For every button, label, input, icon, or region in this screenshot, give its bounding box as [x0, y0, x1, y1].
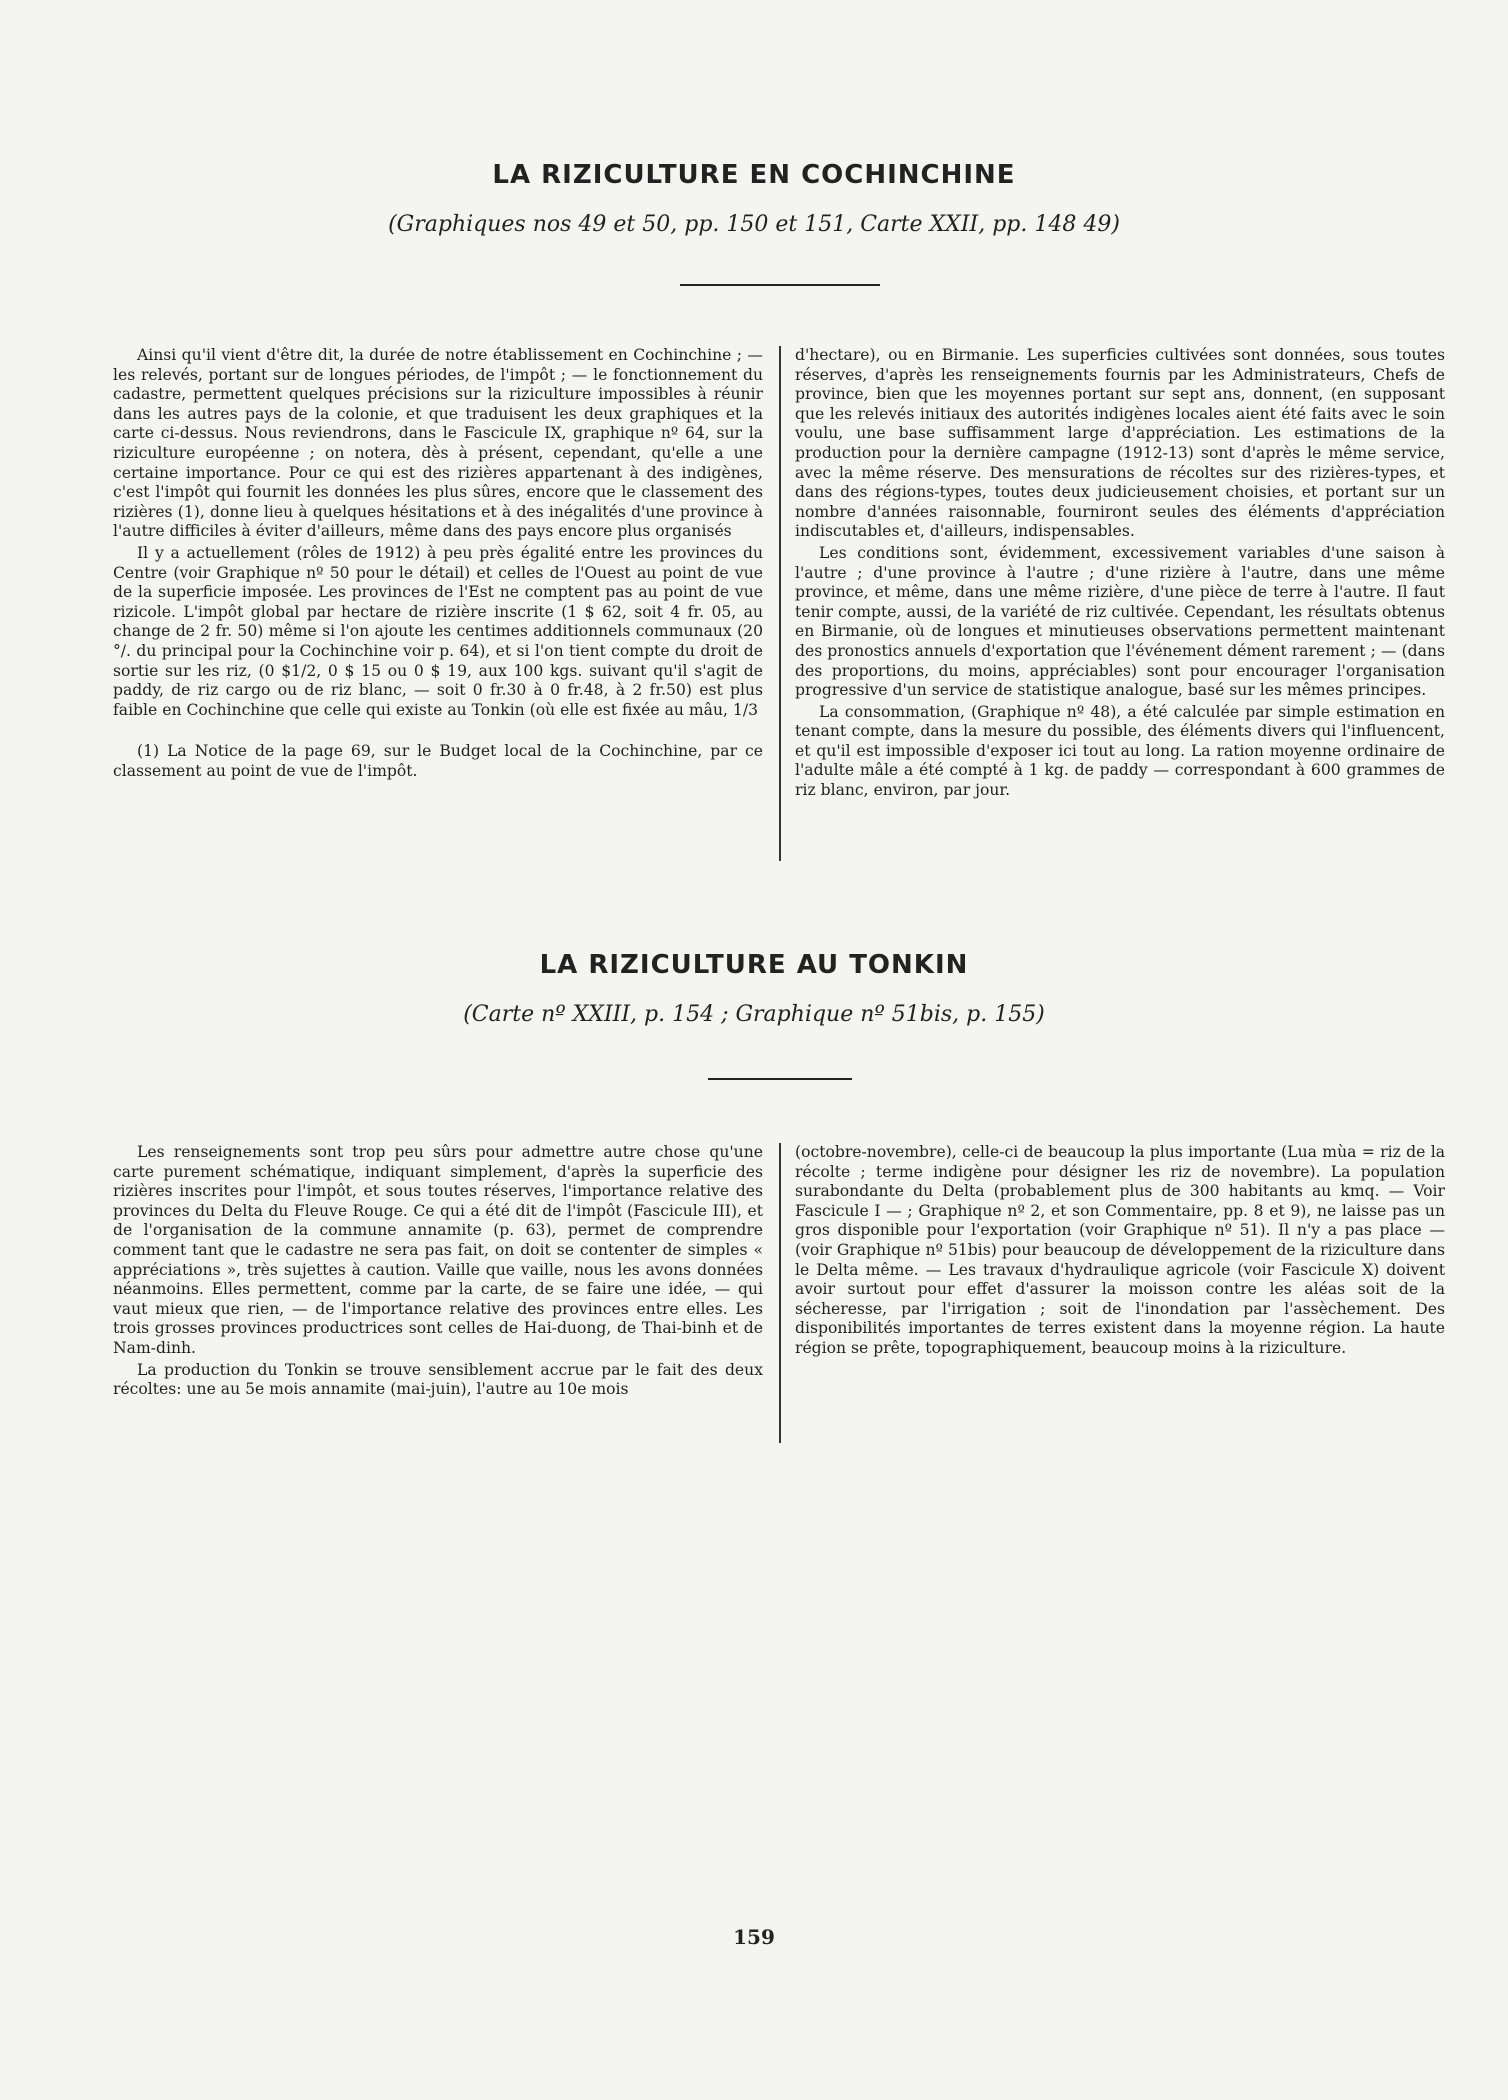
section-title-tonkin: LA RIZICULTURE AU TONKIN: [539, 950, 969, 980]
left-column-tonkin: [113, 1143, 763, 1400]
section-subtitle-tonkin: (Carte nº XXIII, p. 154 ; Graphique nº 51bis, p. 155): [463, 1002, 1045, 1027]
paragraph: La production du Tonkin se trouve sensiblement accrue par le fait des deux récoltes: une au 5e mois annamite (mai-juin), l'autre au 10e mois: [113, 1360, 763, 1399]
footnote: (1) La Notice de la page 69, sur le Budget local de la Cochinchine, par ce classement au point de vue de l'impôt.: [113, 742, 763, 780]
paragraph: La consommation, (Graphique nº 48), a été calculée par simple estimation en tenant compte, dans la mesure du possible, des éléments divers qui l'influencent, et qu'il est impossible d'exposer ici tout au long. La ration moyenne ordinaire de l'adulte mâle a été compté à 1 kg. de paddy — correspondant à 600 grammes de riz blanc, environ, par jour.: [795, 702, 1445, 800]
section-title-cochinchine: LA RIZICULTURE EN COCHINCHINE: [492, 160, 1016, 190]
section-rule: [708, 1078, 852, 1080]
paragraph: (octobre-novembre), celle-ci de beaucoup la plus importante (Lua mùa = riz de la récolte ; terme indigène pour désigner les riz de novembre). La population surabondante du Delta (probablement plus de 300 habitants au kmq. — Voir Fascicule I — ; Graphique nº 2, et son Commentaire, pp. 8 et 9), ne laisse pas un gros disponible pour l'exportation (voir Graphique nº 51). Il n'y a pas place — (voir Graphique nº 51bis) pour beaucoup de développement de la riziculture dans le Delta même. — Les travaux d'hydraulique agricole (voir Fascicule X) doivent avoir surtout pour effet d'assurer la moisson contre les aléas soit de la sécheresse, par l'irrigation ; soit de l'inondation par l'assèchement. Des disponibilités importantes de terres existent dans la moyenne région. La haute région se prête, topographiquement, beaucoup moins à la riziculture.: [795, 1143, 1445, 1357]
right-column-cochinchine: [795, 346, 1445, 801]
paragraph: Les conditions sont, évidemment, excessivement variables d'une saison à l'autre ; d'une province à l'autre ; d'une rizière à l'autre, dans une même province, et même, dans une même rizière, d'une pièce de terre à l'autre. Il faut tenir compte, aussi, de la variété de riz cultivée. Cependant, les résultats obtenus en Birmanie, où de longues et minutieuses observations permettent maintenant des pronostics annuels d'exportation que l'événement dément rarement ; — (dans des proportions, du moins, appréciables) sont pour encourager l'organisation progressive d'un service de statistique analogue, basé sur les mêmes principes.: [795, 543, 1445, 700]
paragraph: Les renseignements sont trop peu sûrs pour admettre autre chose qu'une carte purement schématique, indiquant simplement, d'après la superficie des rizières inscrites pour l'impôt, et sous toutes réserves, l'importance relative des provinces du Delta du Fleuve Rouge. Ce qui a été dit de l'impôt (Fascicule III), et de l'organisation de la commune annamite (p. 63), permet de comprendre comment tant que le cadastre ne sera pas fait, on doit se contenter de simples « appréciations », très sujettes à caution. Vaille que vaille, nous les avons données néanmoins. Elles permettent, comme par la carte, de se faire une idée, — qui vaut mieux que rien, — de l'importance relative des provinces entre elles. Les trois grosses provinces productrices sont celles de Hai-duong, de Thai-binh et de Nam-dinh.: [113, 1143, 763, 1357]
paragraph: d'hectare), ou en Birmanie. Les superficies cultivées sont données, sous toutes réserves, d'après les renseignements fournis par les Administrateurs, Chefs de province, bien que les moyennes portant sur sept ans, donnent, (en supposant que les relevés initiaux des autorités indigènes locales aient été faits avec le soin voulu, une base suffisamment large d'appréciation. Les estimations de la production pour la dernière campagne (1912-13) sont d'après le même service, avec la même réserve. Des mensurations de récoltes sur des rizières-types, et dans des régions-types, toutes deux judicieusement choisies, et portant sur un nombre d'années raisonnable, fourniront seules des éléments d'appréciation indiscutables et, d'ailleurs, indispensables.: [795, 346, 1445, 541]
paragraph: Ainsi qu'il vient d'être dit, la durée de notre établissement en Cochinchine ; — les relevés, portant sur de longues périodes, de l'impôt ; — le fonctionnement du cadastre, permettent quelques précisions sur la riziculture impossibles à réunir dans les autres pays de la colonie, et que traduisent les deux graphiques et la carte ci-dessus. Nous reviendrons, dans le Fascicule IX, graphique nº 64, sur la riziculture européenne ; on notera, dès à présent, cependant, qu'elle a une certaine importance. Pour ce qui est des rizières appartenant à des indigènes, c'est l'impôt qui fournit les données les plus sûres, encore que le classement des rizières (1), donne lieu à quelques hésitations et à des inégalités d'une province à l'autre difficiles à éviter d'ailleurs, même dans des pays encore plus organisés: [113, 346, 763, 541]
left-column-cochinchine: [113, 346, 763, 781]
section-rule: [680, 284, 880, 286]
column-divider: [779, 1143, 781, 1443]
column-divider: [779, 346, 781, 861]
paragraph: Il y a actuellement (rôles de 1912) à peu près égalité entre les provinces du Centre (voir Graphique nº 50 pour le détail) et celles de l'Ouest au point de vue de la superficie imposée. Les provinces de l'Est ne comptent pas au point de vue rizicole. L'impôt global par hectare de rizière inscrite (1 $ 62, soit 4 fr. 05, au change de 2 fr. 50) même si l'on ajoute les centimes additionnels communaux (20 °/. du principal pour la Cochinchine voir p. 64), et si l'on tient compte du droit de sortie sur les riz, (0 $1/2, 0 $ 15 ou 0 $ 19, aux 100 kgs. suivant qu'il s'agit de paddy, de riz cargo ou de riz blanc, — soit 0 fr.30 à 0 fr.48, à 2 fr.50) est plus faible en Cochinchine que celle qui existe au Tonkin (où elle est fixée au mâu, 1/3: [113, 543, 763, 719]
page-number: 159: [733, 1925, 775, 1949]
section-subtitle-cochinchine: (Graphiques nos 49 et 50, pp. 150 et 151, Carte XXII, pp. 148 49): [388, 212, 1120, 237]
right-column-tonkin: [795, 1143, 1445, 1359]
